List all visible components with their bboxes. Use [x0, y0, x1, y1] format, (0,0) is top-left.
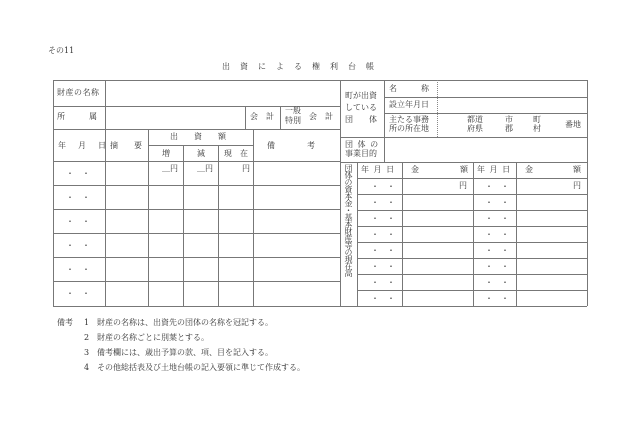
divider: [340, 80, 341, 306]
capital-amount-field-2[interactable]: [517, 243, 586, 258]
account-label-2: 会 計: [309, 112, 333, 121]
note-number: 4: [84, 363, 90, 372]
capital-row-date-1: ・ ・: [371, 230, 395, 239]
row-summary-field[interactable]: [106, 258, 147, 281]
capital-amount-header-2b: 額: [573, 165, 581, 174]
row-decrease-field[interactable]: [184, 210, 217, 233]
capital-amount-field-1[interactable]: [403, 275, 472, 290]
row-current-field[interactable]: [219, 186, 252, 209]
office-label-line1: 主たる事務: [389, 115, 429, 124]
capital-row-date-1: ・ ・: [371, 294, 395, 303]
row-remarks-field[interactable]: [254, 282, 339, 305]
capital-row-date-2: ・ ・: [485, 230, 509, 239]
row-increase-field[interactable]: [149, 210, 182, 233]
capital-amount-header-1b: 額: [460, 165, 468, 174]
row-date: ・ ・: [66, 193, 90, 202]
row-date-field[interactable]: [54, 282, 104, 305]
capital-row-date-2: ・ ・: [485, 278, 509, 287]
remarks-column-header: 備 考: [267, 141, 315, 150]
notes-label: 備考: [57, 318, 73, 327]
capital-yen-unit-1: 円: [459, 181, 467, 190]
capital-row-date-2: ・ ・: [485, 246, 509, 255]
prefecture-label-2: 府県: [467, 124, 483, 133]
row-remarks-field[interactable]: [254, 258, 339, 281]
capital-date-field-1[interactable]: [358, 259, 401, 274]
office-address-field[interactable]: [438, 114, 586, 136]
row-remarks-field[interactable]: [254, 234, 339, 257]
capital-amount-field-1[interactable]: [403, 227, 472, 242]
prefecture-label-1: 都道: [467, 115, 483, 124]
capital-row-date-2: ・ ・: [485, 214, 509, 223]
divider: [53, 129, 340, 130]
row-increase-field[interactable]: [149, 186, 182, 209]
divider: [245, 106, 246, 129]
purpose-label-line1: 団 体 の: [345, 140, 380, 149]
row-current-field[interactable]: [219, 210, 252, 233]
current-yen-unit: 円: [242, 164, 250, 173]
city-label: 市: [505, 115, 513, 124]
business-purpose-field[interactable]: [385, 138, 586, 161]
increase-yen-unit: ＿円: [162, 164, 178, 173]
note-number: 2: [84, 333, 90, 342]
capital-date-field-1[interactable]: [358, 227, 401, 242]
capital-amount-field-2[interactable]: [517, 211, 586, 226]
note-number: 1: [84, 318, 90, 327]
row-date: ・ ・: [66, 289, 90, 298]
capital-row-date-1: ・ ・: [371, 198, 395, 207]
row-summary-field[interactable]: [106, 210, 147, 233]
capital-row-date-1: ・ ・: [371, 214, 395, 223]
established-date-label: 設立年月日: [389, 100, 429, 109]
capital-row-date-1: ・ ・: [371, 182, 395, 191]
capital-date-header-1: 年 月 日: [361, 165, 396, 174]
row-date-field[interactable]: [54, 234, 104, 257]
row-remarks-field[interactable]: [254, 186, 339, 209]
current-column-header: 現 在: [224, 149, 248, 158]
note-text: 財産の名称は、出資先の団体の名称を冠記する。: [97, 318, 273, 327]
row-date-field[interactable]: [54, 258, 104, 281]
affiliation-label: 所 属: [57, 112, 97, 121]
investment-amount-header: 出 資 額: [170, 132, 226, 141]
capital-amount-field-1[interactable]: [403, 211, 472, 226]
capital-amount-field-2[interactable]: [517, 195, 586, 210]
account-label: 会 計: [250, 112, 274, 121]
capital-date-field-1[interactable]: [358, 275, 401, 290]
capital-row-date-2: ・ ・: [485, 182, 509, 191]
row-summary-field[interactable]: [106, 186, 147, 209]
capital-row-date-2: ・ ・: [485, 294, 509, 303]
capital-row-date-2: ・ ・: [485, 262, 509, 271]
org-label-line1: 町が出資: [345, 91, 377, 100]
capital-date-field-2[interactable]: [474, 291, 515, 306]
account-type-general: 一般: [285, 106, 301, 115]
row-current-field[interactable]: [219, 258, 252, 281]
divider: [148, 145, 253, 146]
account-type-special: 特別: [285, 116, 301, 125]
town-label: 町: [533, 115, 541, 124]
capital-date-field-1[interactable]: [358, 211, 401, 226]
row-summary-field[interactable]: [106, 234, 147, 257]
capital-date-field-2[interactable]: [474, 275, 515, 290]
capital-amount-field-1[interactable]: [403, 195, 472, 210]
capital-date-field-2[interactable]: [474, 179, 515, 194]
summary-column-header: 摘 要: [110, 141, 142, 150]
row-date: ・ ・: [66, 265, 90, 274]
capital-date-field-2[interactable]: [474, 195, 515, 210]
capital-vertical-label: 団体の資本金・基本財産等の現在高: [344, 164, 353, 276]
decrease-yen-unit: ＿円: [197, 164, 213, 173]
capital-amount-field-1[interactable]: [403, 243, 472, 258]
org-name-label: 名 称: [389, 84, 429, 93]
capital-amount-field-2[interactable]: [517, 275, 586, 290]
org-label-line3: 団 体: [345, 115, 377, 124]
org-name-field[interactable]: [438, 81, 586, 96]
established-date-field[interactable]: [438, 98, 586, 112]
row-decrease-field[interactable]: [184, 282, 217, 305]
org-label-line2: している: [345, 103, 377, 112]
row-date-field[interactable]: [54, 186, 104, 209]
capital-amount-field-2[interactable]: [517, 227, 586, 242]
row-date: ・ ・: [66, 169, 90, 178]
property-name-field[interactable]: [106, 81, 339, 105]
capital-yen-unit-2: 円: [573, 181, 581, 190]
row-decrease-field[interactable]: [184, 258, 217, 281]
row-current-field[interactable]: [219, 282, 252, 305]
capital-row-date-1: ・ ・: [371, 278, 395, 287]
capital-amount-field-1[interactable]: [403, 291, 472, 306]
note-text: 財産の名称ごとに別葉とする。: [97, 333, 209, 342]
increase-column-header: 増: [162, 149, 170, 158]
divider: [53, 306, 587, 307]
row-date: ・ ・: [66, 241, 90, 250]
page-title: 出 資 に よ る 権 利 台 帳: [222, 62, 375, 71]
divider: [587, 80, 588, 306]
capital-row-date-2: ・ ・: [485, 198, 509, 207]
capital-date-field-1[interactable]: [358, 179, 401, 194]
capital-date-field-2[interactable]: [474, 259, 515, 274]
purpose-label-line2: 事業目的: [345, 149, 377, 158]
divider: [280, 106, 281, 129]
row-summary-field[interactable]: [106, 162, 147, 185]
date-column-header: 年 月 日: [58, 141, 108, 150]
row-current-field[interactable]: [219, 234, 252, 257]
row-summary-field[interactable]: [106, 282, 147, 305]
note-text: 備考欄には、歳出予算の款、項、目を記入する。: [97, 348, 273, 357]
capital-amount-field-1[interactable]: [403, 259, 472, 274]
village-label: 村: [533, 124, 541, 133]
form-number: その11: [48, 46, 75, 55]
capital-amount-header-1a: 金: [411, 165, 419, 174]
row-decrease-field[interactable]: [184, 234, 217, 257]
property-name-label: 財産の名称: [57, 88, 100, 97]
row-decrease-field[interactable]: [184, 186, 217, 209]
row-increase-field[interactable]: [149, 282, 182, 305]
note-text: その他総括表及び土地台帳の記入要領に準じて作成する。: [97, 363, 305, 372]
capital-date-field-2[interactable]: [474, 243, 515, 258]
capital-date-field-1[interactable]: [358, 243, 401, 258]
row-increase-field[interactable]: [149, 234, 182, 257]
divider: [340, 162, 587, 163]
capital-amount-field-2[interactable]: [517, 259, 586, 274]
capital-amount-header-2a: 金: [525, 165, 533, 174]
capital-date-field-1[interactable]: [358, 195, 401, 210]
decrease-column-header: 減: [197, 149, 205, 158]
capital-amount-field-2[interactable]: [517, 291, 586, 306]
row-date: ・ ・: [66, 217, 90, 226]
capital-date-field-2[interactable]: [474, 227, 515, 242]
capital-date-field-2[interactable]: [474, 211, 515, 226]
office-label-line2: 所の所在地: [389, 124, 429, 133]
capital-date-field-1[interactable]: [358, 291, 401, 306]
row-increase-field[interactable]: [149, 258, 182, 281]
banchi-label: 番地: [565, 120, 581, 129]
row-remarks-field[interactable]: [254, 210, 339, 233]
row-date-field[interactable]: [54, 162, 104, 185]
county-label: 郡: [505, 124, 513, 133]
affiliation-field[interactable]: [106, 107, 244, 128]
capital-row-date-1: ・ ・: [371, 246, 395, 255]
row-date-field[interactable]: [54, 210, 104, 233]
note-number: 3: [84, 348, 90, 357]
capital-date-header-2: 年 月 日: [477, 165, 512, 174]
row-remarks-field[interactable]: [254, 162, 339, 185]
capital-row-date-1: ・ ・: [371, 262, 395, 271]
